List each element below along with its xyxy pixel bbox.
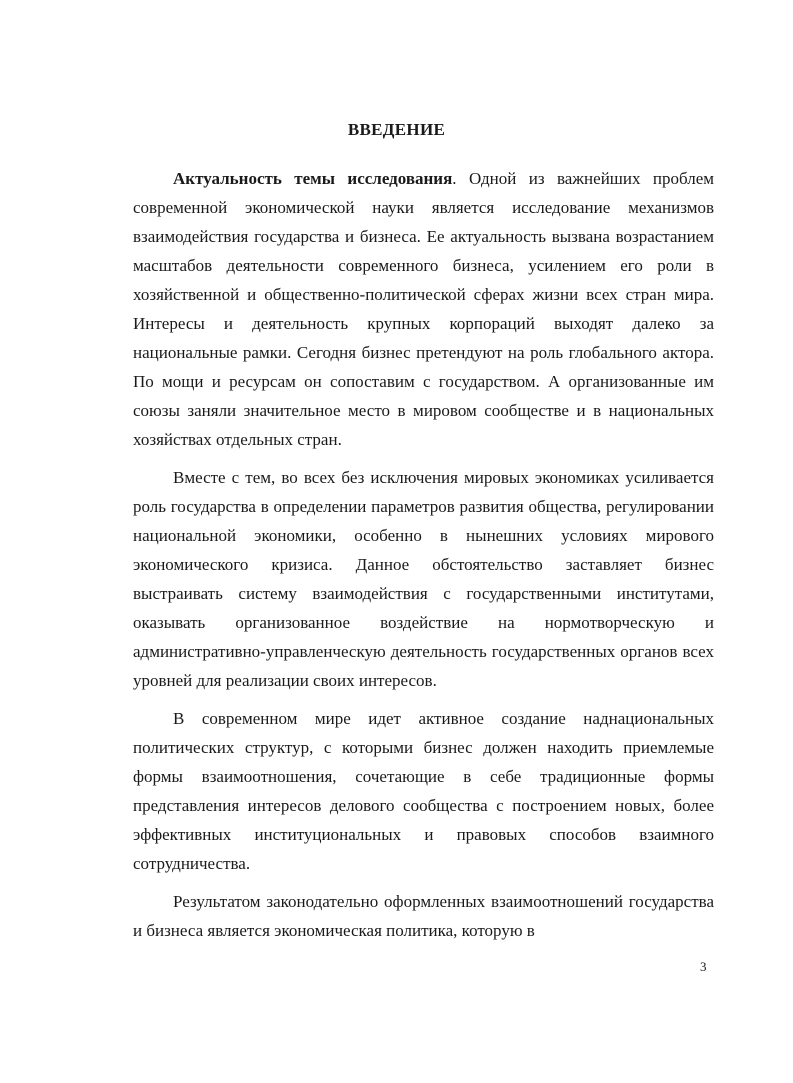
paragraph-relevance	[133, 164, 714, 454]
document-body	[133, 164, 714, 945]
paragraph-text: . Одной из важнейших проблем современной экономической науки является исследование механизмов взаимодействия государства и бизнеса. Ее актуальность вызвана возрастанием масштабов деятельности современного бизнеса, усилением его роли в хозяйственной и общественно-политической сферах жизни всех стран мира. Интересы и деятельность крупных корпораций выходят далеко за национальные рамки. Сегодня бизнес претендуют на роль глобального актора. По мощи и ресурсам он сопоставим с государством. А организованные им союзы заняли значительное место в мировом сообществе и в национальных хозяйствах отдельных стран.	[133, 169, 714, 449]
paragraph-state-role: Вместе с тем, во всех без исключения мировых экономиках усиливается роль государства в определении параметров развития общества, регулировании национальной экономики, особенно в нынешних условиях мирового экономического кризиса. Данное обстоятельство заставляет бизнес выстраивать систему взаимодействия с государственными институтами, оказывать организованное воздействие на нормотворческую и административно-управленческую деятельность государственных органов всех уровней для реализации своих интересов.	[133, 468, 714, 690]
page-title: ВВЕДЕНИЕ	[347, 120, 446, 139]
page-number: 3	[700, 959, 707, 974]
paragraph-supranational: В современном мире идет активное создание наднациональных политических структур, с которыми бизнес должен находить приемлемые формы взаимоотношения, сочетающие в себе традиционные формы представления интересов делового сообщества с построением новых, более эффективных институциональных и правовых способов взаимного сотрудничества.	[133, 709, 714, 873]
paragraph-lead: Актуальность темы исследования	[173, 169, 453, 188]
paragraph-result: Результатом законодательно оформленных взаимоотношений государства и бизнеса является экономическая политика, которую в	[133, 892, 714, 940]
